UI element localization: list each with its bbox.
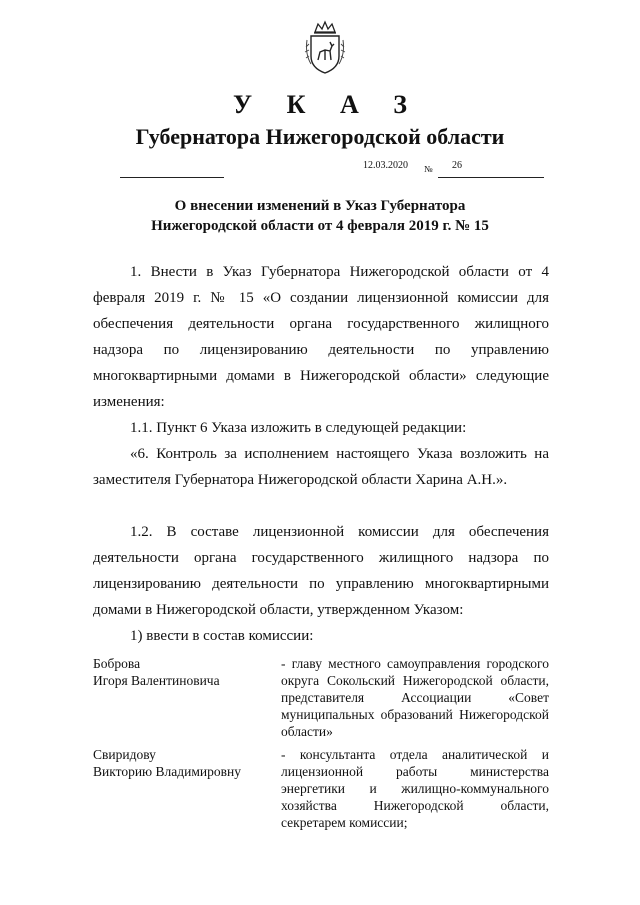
- date-left-underline: [120, 177, 224, 178]
- decree-number: 26: [452, 160, 462, 171]
- paragraph-item-1: 1) ввести в состав комиссии:: [130, 628, 314, 644]
- paragraph-1-2: 1.2. В составе лицензионной комиссии для обеспечения деятельности органа государственного жилищного надзора по лицензированию деятельности по управлению многоквартирными домами в Нижегородской области, утвержденном Указом:: [93, 524, 549, 618]
- subject-line-1: О внесении изменений в Указ Губернатора: [174, 198, 466, 214]
- member-given-names: Викторию Владимировну: [93, 764, 241, 779]
- document-type-title: У К А З: [233, 90, 421, 119]
- coat-of-arms-icon: [303, 20, 347, 76]
- paragraph-1: 1. Внести в Указ Губернатора Нижегородской области от 4 февраля 2019 г. № 15 «О создании лицензионной комиссии для обеспечения деятельности органа государственного жилищного надзора по лицензированию деятельности по управлению многоквартирными домами в Нижегородской области» следующие изменения:: [93, 264, 549, 410]
- number-underline: [438, 177, 544, 178]
- member-given-names: Игоря Валентиновича: [93, 673, 220, 688]
- subject-line-2: Нижегородской области от 4 февраля 2019 г. № 15: [151, 218, 489, 234]
- paragraph-6-quote: «6. Контроль за исполнением настоящего Указа возложить на заместителя Губернатора Нижегородской области Харина А.Н.».: [93, 446, 549, 488]
- paragraph-1-1: 1.1. Пункт 6 Указа изложить в следующей редакции:: [130, 420, 467, 436]
- member-name: [93, 746, 283, 780]
- member-surname: Свиридову: [93, 747, 156, 762]
- issuer-title: Губернатора Нижегородской области: [135, 124, 505, 149]
- member-role: - консультанта отдела аналитической и лицензионной работы министерства энергетики и жилищно-коммунального хозяйства Нижегородской области, секретарем комиссии;: [281, 747, 549, 830]
- member-surname: Боброва: [93, 656, 141, 671]
- member-role: - главу местного самоуправления городского округа Сокольский Нижегородской области, представителя Ассоциации «Совет муниципальных образований Нижегородской области»: [281, 656, 549, 739]
- decree-date: 12.03.2020: [363, 160, 408, 171]
- member-name: [93, 655, 283, 689]
- number-sign: №: [424, 164, 433, 174]
- decree-subject: [0, 196, 640, 236]
